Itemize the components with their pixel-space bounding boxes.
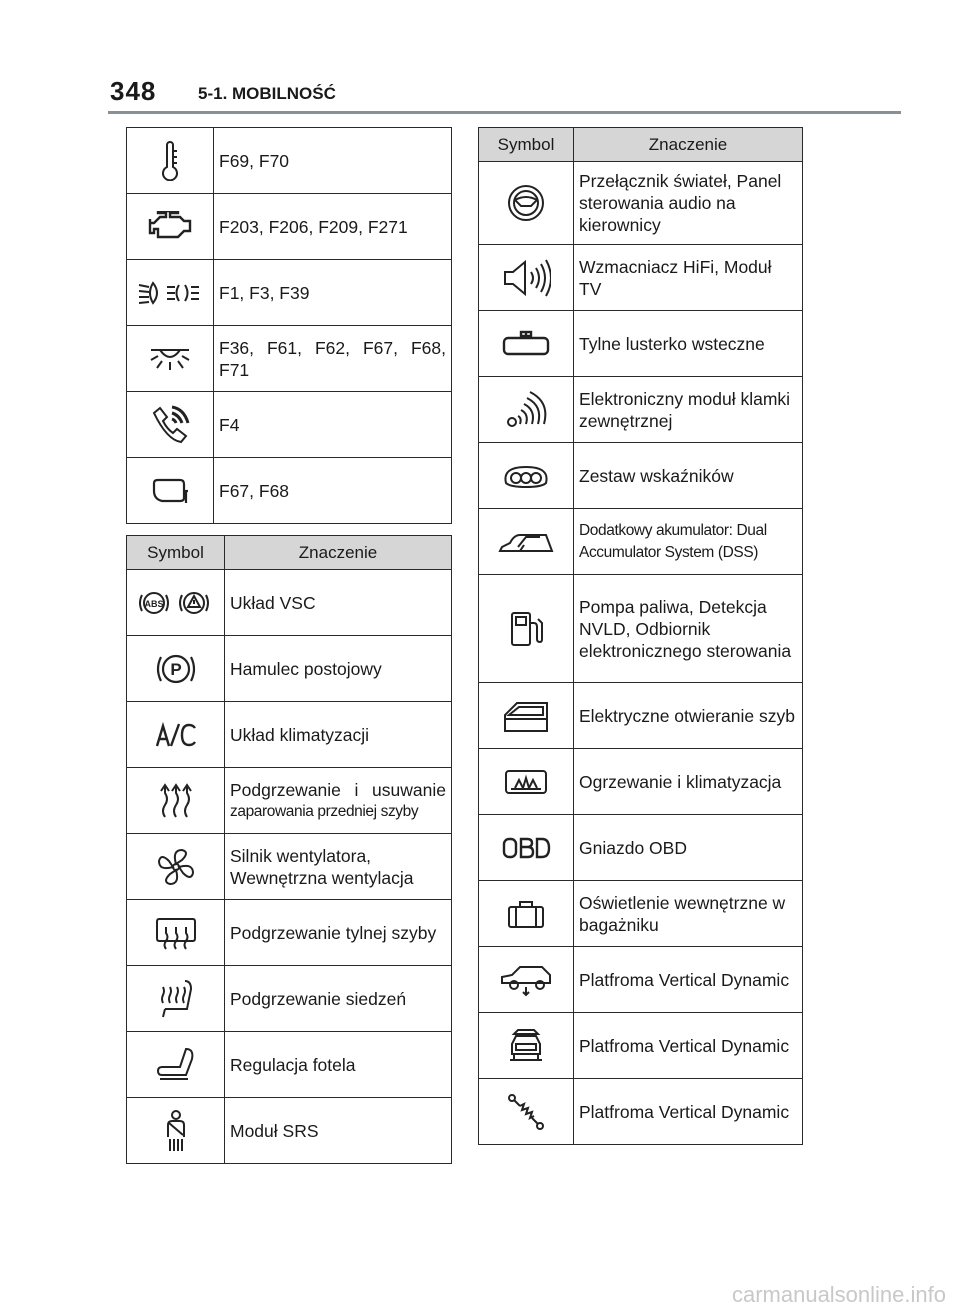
svg-text:ABS: ABS bbox=[143, 598, 164, 609]
speaker-icon bbox=[501, 258, 551, 298]
symbol-column-header: Symbol bbox=[127, 536, 225, 570]
table-row bbox=[479, 881, 803, 947]
meaning-cell: Platfroma Vertical Dynamic bbox=[574, 947, 803, 1013]
symbol-cell bbox=[127, 1032, 225, 1098]
meaning-cell: Pompa paliwa, Detekcja NVLD, Odbiornik elektronicznego sterowania bbox=[574, 575, 803, 683]
table-row bbox=[479, 575, 803, 683]
symbol-cell bbox=[479, 947, 574, 1013]
page-number: 348 bbox=[110, 76, 157, 106]
seat-heater-icon bbox=[155, 979, 197, 1019]
symbol-cell bbox=[127, 326, 214, 392]
meaning-cell: Elektryczne otwieranie szyb bbox=[574, 683, 803, 749]
table-row bbox=[479, 815, 803, 881]
meaning-column-header: Znaczenie bbox=[574, 128, 803, 162]
table-row bbox=[479, 1013, 803, 1079]
thermometer-icon bbox=[158, 141, 182, 181]
section-title: 5-1. MOBILNOŚĆ bbox=[198, 84, 336, 103]
meaning-cell: F36, F61, F62, F67, F68, F71 bbox=[214, 326, 452, 392]
suspension-icon bbox=[506, 1092, 546, 1132]
meaning-cell: Podgrzewanie tylnej szyby bbox=[225, 900, 452, 966]
headlights-icon bbox=[137, 279, 203, 307]
rearview-mirror-icon bbox=[501, 330, 551, 358]
symbol-cell bbox=[127, 194, 214, 260]
table-row bbox=[127, 900, 452, 966]
srs-airbag-icon bbox=[161, 1109, 191, 1153]
symbol-cell bbox=[127, 128, 214, 194]
meaning-cell: Platfroma Vertical Dynamic bbox=[574, 1013, 803, 1079]
meaning-cell: Oświetlenie wewnętrzne w bagażniku bbox=[574, 881, 803, 947]
table-row bbox=[479, 162, 803, 245]
symbol-cell bbox=[479, 683, 574, 749]
meaning-line-1: Podgrzewanie i usuwanie bbox=[230, 779, 446, 800]
table-row bbox=[127, 326, 452, 392]
header-divider bbox=[108, 111, 901, 114]
vehicle-front-icon bbox=[506, 1026, 546, 1066]
table-row bbox=[479, 509, 803, 575]
meaning-cell: Regulacja fotela bbox=[225, 1032, 452, 1098]
meaning-cell: F67, F68 bbox=[214, 458, 452, 524]
meaning-cell: F1, F3, F39 bbox=[214, 260, 452, 326]
symbol-cell bbox=[127, 768, 225, 834]
svg-text:P: P bbox=[169, 659, 182, 679]
fuse-table bbox=[126, 127, 452, 524]
symbol-cell bbox=[127, 260, 214, 326]
symbol-cell bbox=[127, 702, 225, 768]
meaning-cell: Platfroma Vertical Dynamic bbox=[574, 1079, 803, 1145]
meaning-cell: Tylne lusterko wsteczne bbox=[574, 311, 803, 377]
symbol-cell bbox=[127, 966, 225, 1032]
symbol-cell bbox=[127, 636, 225, 702]
symbol-cell bbox=[127, 834, 225, 900]
meaning-cell: Układ klimatyzacji bbox=[225, 702, 452, 768]
left-symbol-table bbox=[126, 535, 452, 1164]
symbol-cell bbox=[479, 1013, 574, 1079]
symbol-cell bbox=[479, 749, 574, 815]
symbol-cell bbox=[479, 575, 574, 683]
steering-wheel-icon bbox=[505, 182, 547, 224]
watermark: carmanualsonline.info bbox=[731, 1282, 946, 1307]
table-row bbox=[479, 749, 803, 815]
symbol-cell bbox=[479, 1079, 574, 1145]
table-row bbox=[479, 377, 803, 443]
table-row bbox=[127, 392, 452, 458]
meaning-column-header: Znaczenie bbox=[225, 536, 452, 570]
table-row bbox=[479, 683, 803, 749]
table-row bbox=[127, 1098, 452, 1164]
symbol-cell bbox=[127, 1098, 225, 1164]
symbol-cell bbox=[479, 443, 574, 509]
right-symbol-table bbox=[478, 127, 803, 1145]
table-row bbox=[127, 636, 452, 702]
table-row bbox=[479, 1079, 803, 1145]
table-row bbox=[127, 194, 452, 260]
windshield-defrost-icon bbox=[159, 783, 193, 819]
table-row bbox=[127, 768, 452, 834]
meaning-cell: Układ VSC bbox=[225, 570, 452, 636]
power-window-icon bbox=[501, 699, 551, 733]
meaning-cell: Przełącznik świateł, Panel sterowania audio na kierownicy bbox=[574, 162, 803, 245]
instrument-cluster-icon bbox=[502, 463, 550, 489]
meaning-cell: Wzmacniacz HiFi, Moduł TV bbox=[574, 245, 803, 311]
vsc-abs-icon bbox=[138, 587, 214, 619]
symbol-cell bbox=[479, 815, 574, 881]
meaning-cell: Silnik wentylatora, Wewnętrzna wentylacja bbox=[225, 834, 452, 900]
meaning-cell: Elektroniczny moduł klamki zewnętrznej bbox=[574, 377, 803, 443]
meaning-line-2: zaparowania przedniej szyby bbox=[230, 802, 419, 820]
symbol-cell bbox=[479, 245, 574, 311]
rear-defrost-icon bbox=[155, 915, 197, 951]
meaning-cell: F4 bbox=[214, 392, 452, 458]
table-row bbox=[127, 570, 452, 636]
symbol-cell bbox=[479, 377, 574, 443]
table-header-row bbox=[127, 536, 452, 570]
meaning-cell: F203, F206, F209, F271 bbox=[214, 194, 452, 260]
table-row bbox=[127, 128, 452, 194]
meaning-cell: F69, F70 bbox=[214, 128, 452, 194]
fan-icon bbox=[156, 847, 196, 887]
table-row bbox=[479, 311, 803, 377]
table-row bbox=[127, 702, 452, 768]
parking-brake-icon bbox=[154, 647, 198, 691]
trunk-light-icon bbox=[506, 899, 546, 929]
vehicle-side-icon bbox=[498, 963, 554, 997]
symbol-cell bbox=[479, 162, 574, 245]
table-row bbox=[127, 966, 452, 1032]
meaning-cell: Gniazdo OBD bbox=[574, 815, 803, 881]
table-row bbox=[127, 1032, 452, 1098]
symbol-cell bbox=[479, 881, 574, 947]
page-header bbox=[0, 0, 960, 116]
interior-light-icon bbox=[147, 344, 193, 374]
symbol-cell bbox=[479, 311, 574, 377]
meaning-cell bbox=[225, 768, 452, 834]
obd-icon bbox=[501, 836, 551, 860]
symbol-cell bbox=[127, 458, 214, 524]
symbol-cell bbox=[127, 570, 225, 636]
table-row bbox=[479, 443, 803, 509]
table-row bbox=[127, 458, 452, 524]
meaning-cell: Moduł SRS bbox=[225, 1098, 452, 1164]
fuel-pump-icon bbox=[508, 609, 544, 649]
symbol-cell bbox=[127, 900, 225, 966]
meaning-cell: Podgrzewanie siedzeń bbox=[225, 966, 452, 1032]
table-row bbox=[127, 260, 452, 326]
seat-adjust-icon bbox=[154, 1047, 198, 1083]
table-header-row bbox=[479, 128, 803, 162]
symbol-column-header: Symbol bbox=[479, 128, 574, 162]
meaning-cell: Ogrzewanie i klimatyzacja bbox=[574, 749, 803, 815]
engine-check-icon bbox=[146, 211, 194, 243]
phone-icon bbox=[148, 403, 192, 447]
table-row bbox=[479, 947, 803, 1013]
table-row bbox=[479, 245, 803, 311]
ac-icon bbox=[155, 722, 197, 748]
symbol-cell bbox=[127, 392, 214, 458]
meaning-cell: Dodatkowy akumulator: Dual Accumulator System (DSS) bbox=[574, 509, 803, 575]
symbol-cell bbox=[479, 509, 574, 575]
meaning-cell: Hamulec postojowy bbox=[225, 636, 452, 702]
table-row bbox=[127, 834, 452, 900]
battery-car-icon bbox=[498, 529, 554, 555]
door-handle-signal-icon bbox=[504, 390, 548, 430]
heating-ac-icon bbox=[503, 768, 549, 796]
meaning-cell: Zestaw wskaźników bbox=[574, 443, 803, 509]
mirror-adjust-icon bbox=[150, 477, 190, 505]
